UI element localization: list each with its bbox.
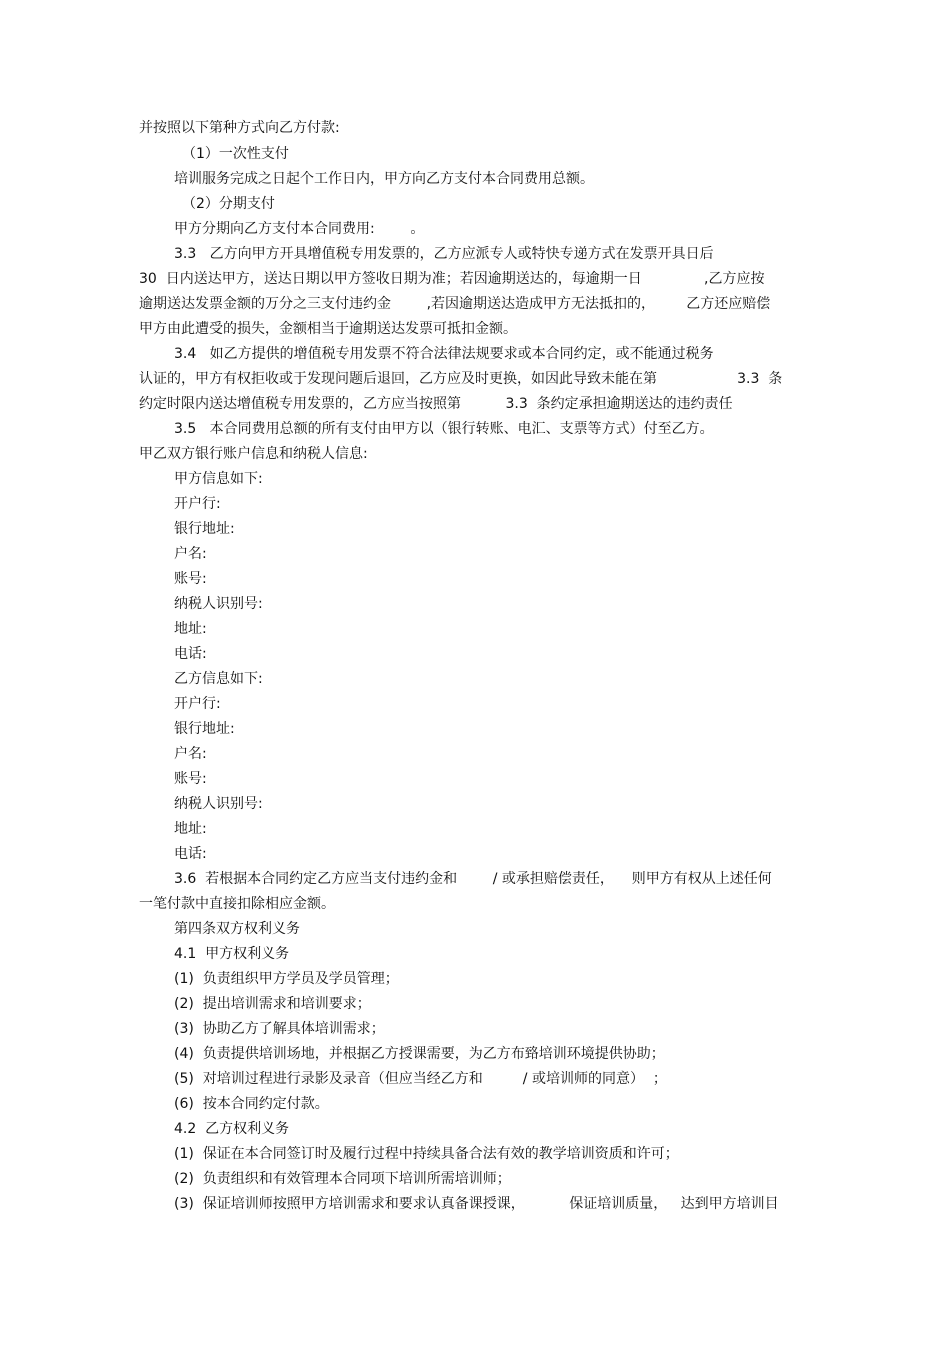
party-b-bank: 开户行: — [174, 696, 221, 712]
installment-text: 甲方分期向乙方支付本合同费用: 。 — [174, 221, 425, 237]
party-b-duty-1: (1) 保证在本合同签订时及履行过程中持续具备合法有效的教学培训资质和许可； — [174, 1146, 679, 1162]
clause-3-3-line1: 3.3 乙方向甲方开具增值税专用发票的，乙方应派专人或特快专递方式在发票开具日后 — [174, 246, 714, 262]
party-a-heading: 甲方信息如下: — [174, 471, 263, 487]
party-a-phone: 电话: — [174, 646, 207, 662]
party-b-duty-3: (3) 保证培训师按照甲方培训需求和要求认真备课授课， 保证培训质量， 达到甲方培训目 — [174, 1196, 779, 1212]
party-a-duty-5: (5) 对培训过程进行录影及录音（但应当经乙方和 / 或培训师的同意） ； — [174, 1071, 667, 1087]
party-b-account-number: 账号: — [174, 771, 207, 787]
party-b-address: 地址: — [174, 821, 207, 837]
party-b-phone: 电话: — [174, 846, 207, 862]
party-b-duty-2: (2) 负责组织和有效管理本合同项下培训所需培训师； — [174, 1171, 511, 1187]
party-a-duty-6: (6) 按本合同约定付款。 — [174, 1096, 329, 1112]
party-a-bank-address: 银行地址: — [174, 521, 235, 537]
clause-3-6-line1: 3.6 若根据本合同约定乙方应当支付违约金和 / 或承担赔偿责任， 则甲方有权从上述任何 — [174, 871, 772, 887]
party-a-account-name: 户名: — [174, 546, 207, 562]
payment-method-intro: 并按照以下第种方式向乙方付款: — [139, 120, 340, 136]
clause-3-4-line3: 约定时限内送达增值税专用发票的，乙方应当按照第 3.3 条约定承担逾期送达的违约责任 — [139, 396, 733, 412]
clause-4-1-heading: 4.1 甲方权利义务 — [174, 946, 290, 962]
clause-4-2-heading: 4.2 乙方权利义务 — [174, 1121, 290, 1137]
option-lump-sum: （1）一次性支付 — [182, 146, 289, 162]
clause-3-4-line2: 认证的，甲方有权拒收或于发现问题后退回，乙方应及时更换，如因此导致未能在第 3.3 条 — [139, 371, 783, 387]
party-b-bank-address: 银行地址: — [174, 721, 235, 737]
clause-3-3-line4: 甲方由此遭受的损失，金额相当于逾期送达发票可抵扣金额。 — [139, 321, 517, 337]
party-b-account-name: 户名: — [174, 746, 207, 762]
lump-sum-text: 培训服务完成之日起个工作日内，甲方向乙方支付本合同费用总额。 — [174, 171, 594, 187]
party-a-duty-2: (2) 提出培训需求和培训要求； — [174, 996, 371, 1012]
article-4-heading: 第四条双方权利义务 — [174, 921, 300, 937]
clause-3-3-line2: 30 日内送达甲方，送达日期以甲方签收日期为准；若因逾期送达的，每逾期一日 ,乙方应按 — [139, 271, 765, 287]
party-a-account-number: 账号: — [174, 571, 207, 587]
party-a-tax-id: 纳税人识别号: — [174, 596, 263, 612]
party-a-address: 地址: — [174, 621, 207, 637]
clause-3-6-line2: 一笔付款中直接扣除相应金额。 — [139, 896, 335, 912]
party-a-duty-4: (4) 负责提供培训场地，并根据乙方授课需要，为乙方布臵培训环境提供协助； — [174, 1046, 665, 1062]
party-a-duty-3: (3) 协助乙方了解具体培训需求； — [174, 1021, 385, 1037]
party-a-bank: 开户行: — [174, 496, 221, 512]
party-b-tax-id: 纳税人识别号: — [174, 796, 263, 812]
bank-info-heading: 甲乙双方银行账户信息和纳税人信息: — [139, 446, 368, 462]
clause-3-5: 3.5 本合同费用总额的所有支付由甲方以（银行转账、电汇、支票等方式）付至乙方。 — [174, 421, 714, 437]
option-installment: （2）分期支付 — [182, 196, 275, 212]
clause-3-4-line1: 3.4 如乙方提供的增值税专用发票不符合法律法规要求或本合同约定，或不能通过税务 — [174, 346, 714, 362]
party-a-duty-1: (1) 负责组织甲方学员及学员管理； — [174, 971, 399, 987]
clause-3-3-line3: 逾期送达发票金额的万分之三支付违约金 ,若因逾期送达造成甲方无法抵扣的， 乙方还应赔偿 — [139, 296, 771, 312]
party-b-heading: 乙方信息如下: — [174, 671, 263, 687]
